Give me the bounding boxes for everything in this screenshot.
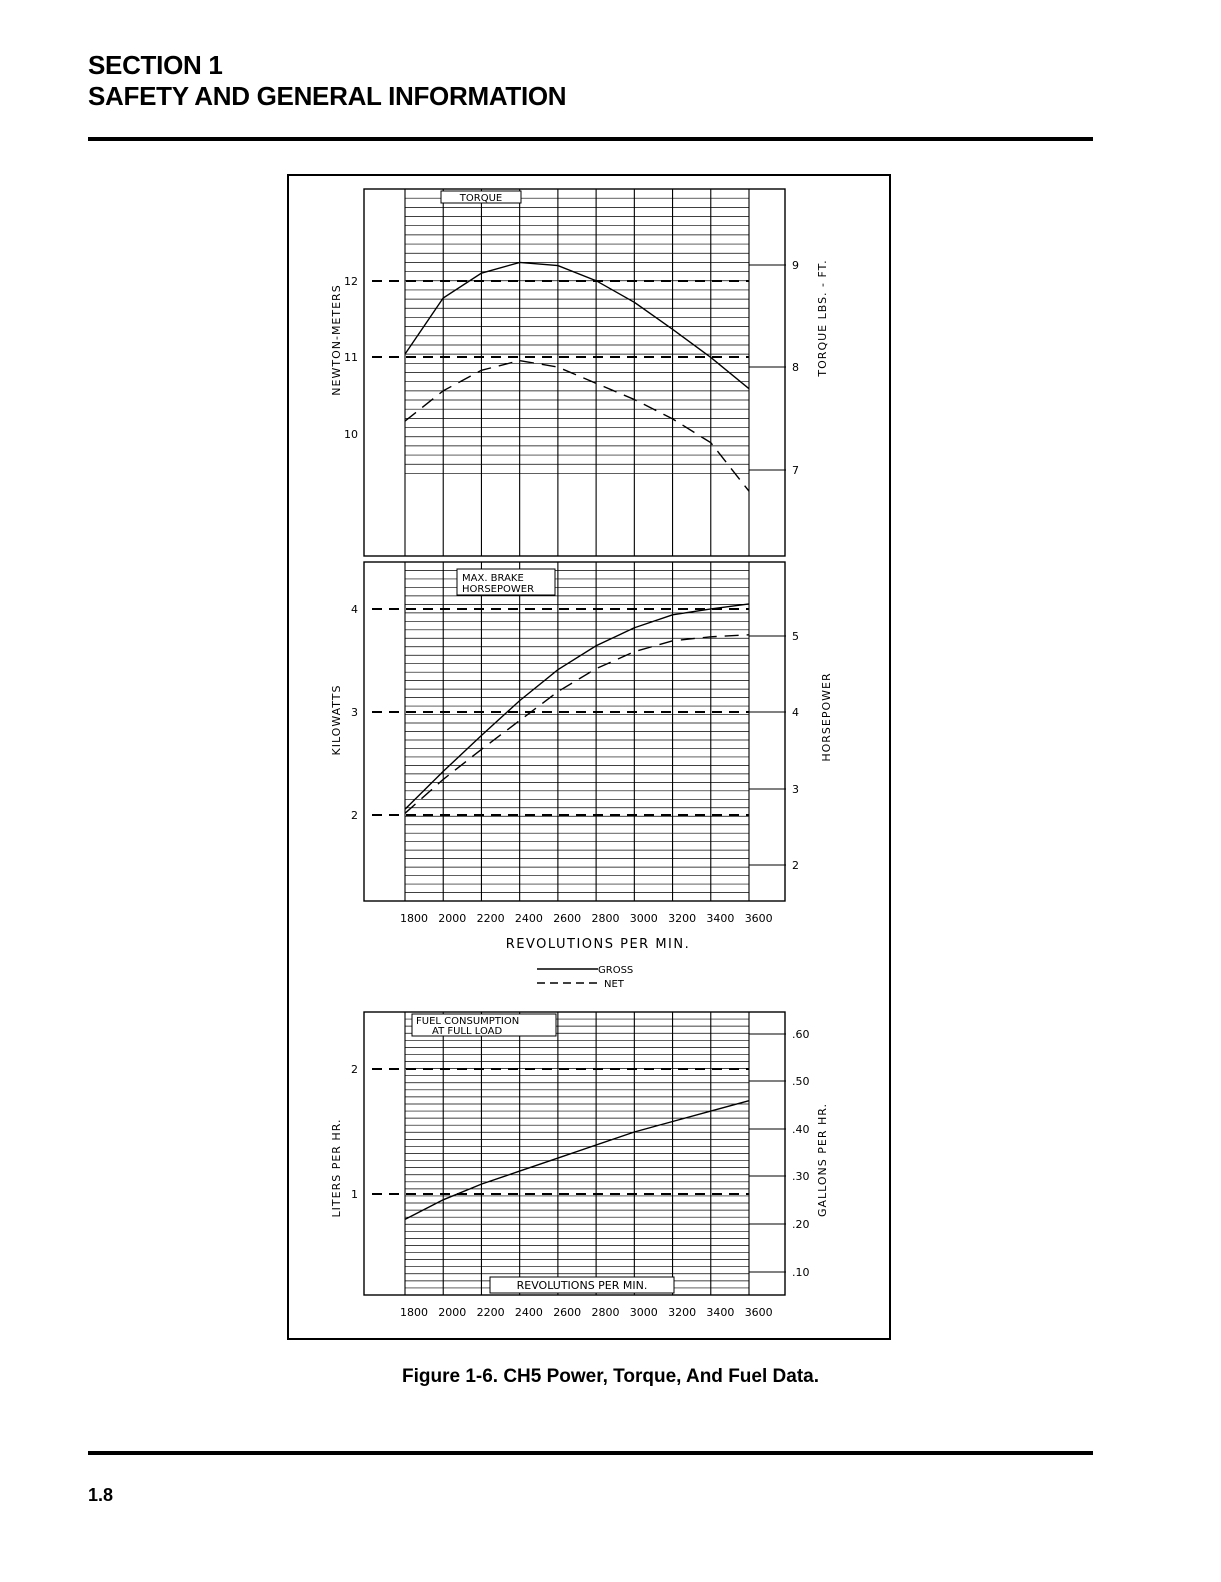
grid-panel-2 <box>364 1012 785 1295</box>
x-tick-label: 2400 <box>514 912 543 925</box>
series-line-net <box>405 361 749 492</box>
right-tick-label: 8 <box>792 361 799 374</box>
right-tick-label: 4 <box>792 706 799 719</box>
ylabel-newton-meters: NEWTON-METERS <box>330 284 343 396</box>
ylabel-horsepower: HORSEPOWER <box>820 672 833 762</box>
ylabel-gallons-per-hr: GALLONS PER HR. <box>816 1102 829 1218</box>
x-tick-label: 3600 <box>744 912 773 925</box>
x-tick-label: 3200 <box>668 912 697 925</box>
series-line-gross <box>405 1101 749 1220</box>
bottom-rule <box>88 1451 1093 1455</box>
x-tick-label: 2800 <box>591 912 620 925</box>
x-tick-label: 3000 <box>629 912 658 925</box>
x-tick-label: 2200 <box>476 1306 505 1319</box>
series-line-gross <box>405 604 749 809</box>
panel-title-hp-line1: MAX. BRAKE <box>462 573 524 584</box>
x-tick-label: 3400 <box>706 912 735 925</box>
right-tick-label: .50 <box>792 1075 810 1088</box>
x-tick-label: 2000 <box>438 912 467 925</box>
legend-gross-label: GROSS <box>598 965 634 976</box>
x-tick-label: 3600 <box>744 1306 773 1319</box>
panel-title-fuel-line1: FUEL CONSUMPTION <box>416 1016 520 1027</box>
right-tick-label: 2 <box>792 859 799 872</box>
panel-title-torque: TORQUE <box>459 193 503 204</box>
left-tick-label: 2 <box>351 1063 358 1076</box>
section-number: SECTION 1 <box>88 50 223 80</box>
right-tick-label: .20 <box>792 1218 810 1231</box>
x-tick-label: 3200 <box>668 1306 697 1319</box>
left-tick-label: 11 <box>344 351 358 364</box>
series-line-net <box>405 635 749 814</box>
x-tick-label: 2800 <box>591 1306 620 1319</box>
left-tick-label: 4 <box>351 603 358 616</box>
ylabel-torque-lbs-ft: TORQUE LBS. - FT. <box>816 259 829 377</box>
left-tick-label: 2 <box>351 809 358 822</box>
ylabel-liters-per-hr: LITERS PER HR. <box>330 1118 343 1218</box>
x-axis-title: REVOLUTIONS PER MIN. <box>505 937 691 952</box>
left-tick-label: 1 <box>351 1188 358 1201</box>
x-tick-label: 3000 <box>629 1306 658 1319</box>
left-tick-label: 10 <box>344 428 358 441</box>
x-tick-label: 2400 <box>514 1306 543 1319</box>
grid-panel-1 <box>364 562 785 901</box>
section-title: SAFETY AND GENERAL INFORMATION <box>88 81 567 111</box>
x-tick-label: 1800 <box>400 912 428 925</box>
x-tick-label: 2200 <box>476 912 505 925</box>
x-tick-label: 3400 <box>706 1306 735 1319</box>
right-tick-label: .10 <box>792 1266 810 1279</box>
legend-net-label: NET <box>604 979 624 990</box>
right-tick-label: 9 <box>792 259 799 272</box>
x-tick-label: 2600 <box>553 912 582 925</box>
page-number: 1.8 <box>88 1485 114 1505</box>
x-tick-label: 2000 <box>438 1306 467 1319</box>
left-tick-label: 12 <box>344 275 358 288</box>
x-tick-label: 1800 <box>400 1306 428 1319</box>
right-tick-label: 3 <box>792 783 799 796</box>
grid-panel-0 <box>364 189 785 556</box>
right-tick-label: .30 <box>792 1170 810 1183</box>
x-tick-label: 2600 <box>553 1306 582 1319</box>
left-tick-label: 3 <box>351 706 358 719</box>
right-tick-label: 5 <box>792 630 799 643</box>
figure-caption: Figure 1-6. CH5 Power, Torque, And Fuel Data. <box>401 1366 819 1387</box>
right-tick-label: .60 <box>792 1028 810 1041</box>
right-tick-label: .40 <box>792 1123 810 1136</box>
ylabel-kilowatts: KILOWATTS <box>330 684 343 756</box>
right-tick-label: 7 <box>792 464 799 477</box>
panel-title-fuel-line2: AT FULL LOAD <box>432 1026 503 1037</box>
fuel-inner-xlabel: REVOLUTIONS PER MIN. <box>516 1279 648 1292</box>
panel-title-hp-line2: HORSEPOWER <box>462 584 535 595</box>
